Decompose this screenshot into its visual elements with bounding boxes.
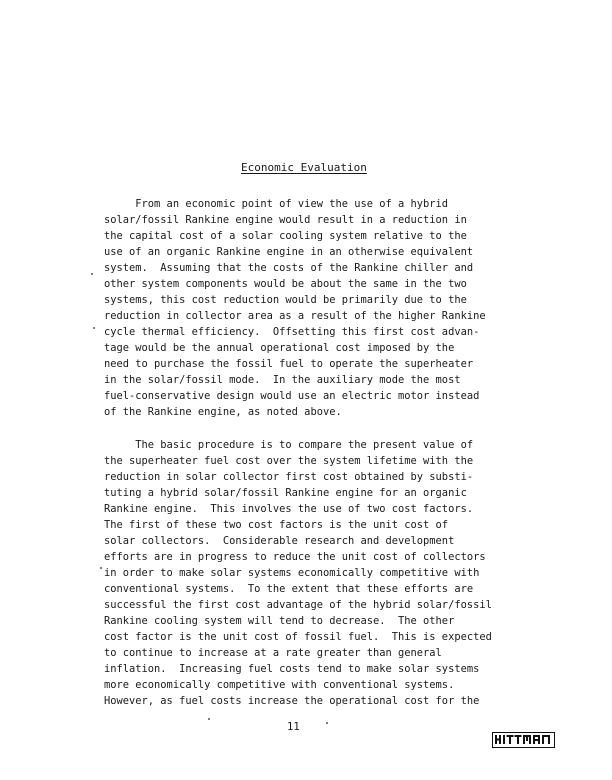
text-line: tage would be the annual operational cost imposed by the (104, 342, 455, 354)
hittman-logo-mark (493, 733, 553, 746)
text-line: the superheater fuel cost over the system lifetime with the (104, 455, 474, 467)
text-line: Rankine engine. This involves the use of two cost factors. (104, 503, 474, 515)
text-line: The first of these two cost factors is the unit cost of (104, 519, 449, 531)
text-line: tuting a hybrid solar/fossil Rankine engine for an organic (104, 487, 467, 499)
text-line: conventional systems. To the extent that these efforts are (104, 583, 474, 595)
text-line: in the solar/fossil mode. In the auxiliary mode the most (104, 374, 461, 386)
text-line: use of an organic Rankine engine in an otherwise equivalent (104, 246, 474, 258)
text-line: cost factor is the unit cost of fossil fuel. This is expected (104, 631, 492, 643)
hittman-logo (492, 732, 555, 748)
text-line: other system components would be about the same in the two (104, 278, 467, 290)
page-title: Economic Evaluation (241, 161, 367, 174)
text-line: of the Rankine engine, as noted above. (104, 406, 342, 418)
scan-speck (93, 327, 95, 329)
text-line: system. Assuming that the costs of the Rankine chiller and (104, 262, 474, 274)
text-line: more economically competitive with conventional systems. (104, 679, 455, 691)
text-line: systems, this cost reduction would be primarily due to the (104, 294, 467, 306)
text-line: The basic procedure is to compare the present value of (104, 439, 474, 451)
text-line: reduction in collector area as a result of the higher Rankine (104, 310, 486, 322)
text-line: fuel-conservative design would use an electric motor instead (104, 390, 480, 402)
text-line: need to purchase the fossil fuel to operate the superheater (104, 358, 474, 370)
text-line: solar/fossil Rankine engine would result in a reduction in (104, 214, 467, 226)
text-line: cycle thermal efficiency. Offsetting this first cost advan- (104, 326, 480, 338)
text-line: However, as fuel costs increase the operational cost for the (104, 695, 480, 707)
page-number: 11 (287, 721, 300, 733)
text-line: From an economic point of view the use of a hybrid (104, 198, 449, 210)
scan-speck (91, 273, 93, 275)
text-line: in order to make solar systems economically competitive with (104, 567, 480, 579)
text-line: the capital cost of a solar cooling system relative to the (104, 230, 467, 242)
text-line: Rankine cooling system will tend to decrease. The other (104, 615, 455, 627)
scan-speck (100, 567, 102, 569)
text-line: inflation. Increasing fuel costs tend to make solar systems (104, 663, 480, 675)
text-line: successful the first cost advantage of the hybrid solar/fossil (104, 599, 492, 611)
text-line: to continue to increase at a rate greater than general (104, 647, 442, 659)
text-line: reduction in solar collector first cost obtained by substi- (104, 471, 474, 483)
scan-speck (208, 718, 210, 720)
text-line: solar collectors. Considerable research and development (104, 535, 455, 547)
text-line: efforts are in progress to reduce the unit cost of collectors (104, 551, 486, 563)
scan-speck (326, 722, 328, 724)
